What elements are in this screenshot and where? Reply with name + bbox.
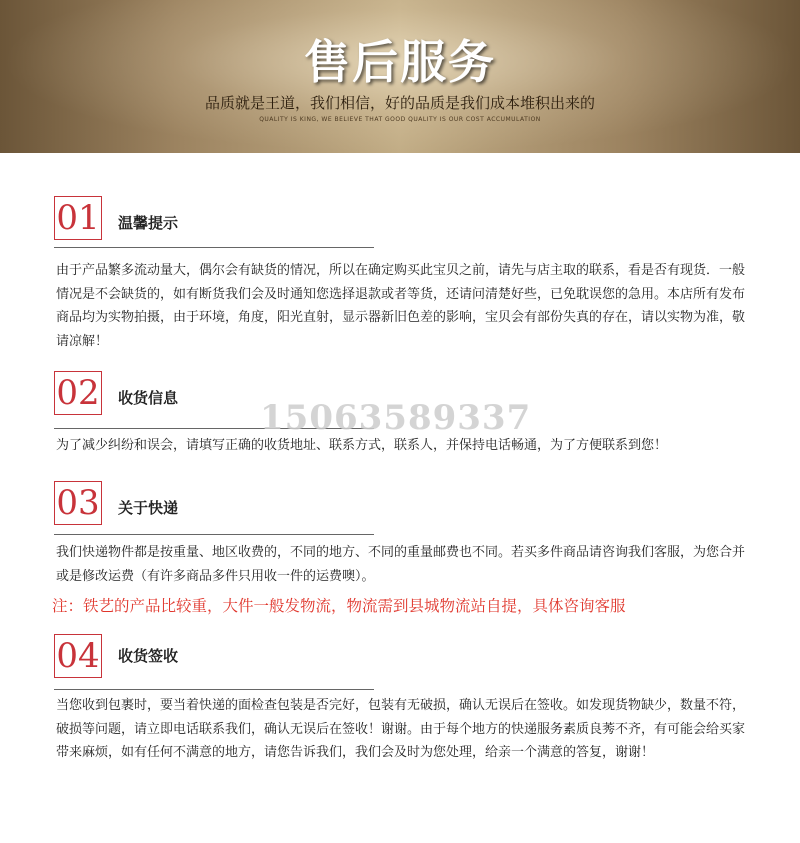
delivery-note: 注：铁艺的产品比较重，大件一般发物流，物流需到县城物流站自提，具体咨询客服 xyxy=(52,597,626,615)
section-number-04: 04 xyxy=(54,634,102,678)
section-number-01: 01 xyxy=(54,196,102,240)
section-number-03: 03 xyxy=(54,481,102,525)
phone-watermark: 15063589337 xyxy=(260,398,532,438)
page-title: 售后服务 xyxy=(304,35,496,89)
section-title-delivery: 关于快递 xyxy=(118,499,179,517)
section-text-delivery: 我们快递物件都是按重量、地区收费的，不同的地方、不同的重量邮费也不同。若买多件商品请咨询我们客服，为您合并或是修改运费（有许多商品多件只用收一件的运费噢）。 xyxy=(56,545,746,584)
section-number-02: 02 xyxy=(54,371,102,415)
section-title-signing: 收货签收 xyxy=(118,647,179,665)
section-divider xyxy=(54,534,374,535)
banner-subtitle-english: QUALITY IS KING, WE BELIEVE THAT GOOD QUALITY IS OUR COST ACCUMULATION xyxy=(259,116,541,123)
section-divider xyxy=(54,689,374,690)
section-title-tips: 温馨提示 xyxy=(118,214,179,232)
section-divider xyxy=(54,247,374,248)
section-text-receiving-info: 为了减少纠纷和误会，请填写正确的收货地址、联系方式，联系人，并保持电话畅通，为了方便联系到您！ xyxy=(56,438,668,453)
section-text-signing: 当您收到包裹时，要当着快递的面检查包装是否完好，包装有无破损，确认无误后在签收。如发现货物缺少，数量不符，破损等问题，请立即电话联系我们，确认无误后在签收！谢谢。由于每个地方的快递服务素质良莠不齐，有可能会给买家带来麻烦，如有任何不满意的地方，请您告诉我们，我们会及时为您处理，给亲一个满意的答复，谢谢！ xyxy=(56,698,746,760)
banner-subtitle: 品质就是王道，我们相信，好的品质是我们成本堆积出来的 xyxy=(204,94,595,112)
header-banner xyxy=(0,0,800,153)
section-title-receiving-info: 收货信息 xyxy=(118,389,179,407)
section-text-tips: 由于产品繁多流动量大，偶尔会有缺货的情况，所以在确定购买此宝贝之前，请先与店主取的联系，看是否有现货．一般情况是不会缺货的，如有断货我们会及时通知您选择退款或者等货，还请问清楚好些，已免耽误您的急用。本店所有发布商品均为实物拍摄，由于环境，角度，阳光直射，显示器新旧色差的影响，宝贝会有部份失真的存在，请以实物为准，敬请凉解！ xyxy=(56,263,746,349)
